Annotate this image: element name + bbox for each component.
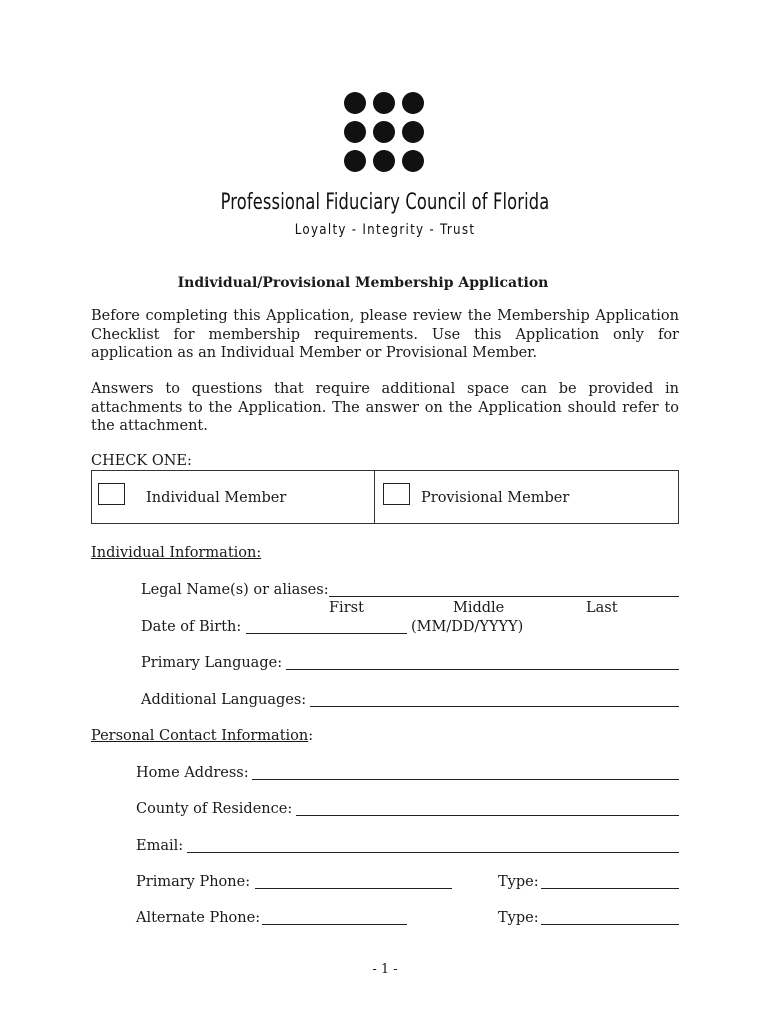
logo-dot	[402, 92, 424, 114]
alternate-phone-label: Alternate Phone:	[136, 910, 261, 926]
logo-dot	[373, 121, 395, 143]
county-of-residence-label: County of Residence:	[136, 801, 293, 817]
logo-dot	[344, 121, 366, 143]
primary-phone-type-field[interactable]	[541, 888, 679, 889]
check-one-label: CHECK ONE:	[91, 453, 192, 469]
home-address-label: Home Address:	[136, 765, 249, 781]
county-of-residence-field[interactable]	[296, 815, 679, 816]
legal-name-label: Legal Name(s) or aliases:	[141, 582, 329, 598]
heading-colon: :	[308, 728, 314, 744]
logo-dot	[373, 92, 395, 114]
name-first-caption: First	[329, 600, 364, 616]
logo-dot	[344, 150, 366, 172]
logo-dot	[402, 121, 424, 143]
logo-dot	[402, 150, 424, 172]
personal-contact-heading	[91, 728, 313, 744]
name-middle-caption: Middle	[453, 600, 505, 616]
primary-phone-type-label: Type:	[498, 874, 539, 890]
primary-phone-field[interactable]	[255, 888, 452, 889]
individual-information-heading: Individual Information:	[91, 545, 262, 561]
email-field[interactable]	[187, 852, 679, 853]
nine-dot-grid-logo-icon	[344, 92, 428, 176]
home-address-field[interactable]	[252, 779, 679, 780]
page-number: - 1 -	[372, 962, 398, 977]
box-divider	[374, 471, 375, 523]
personal-contact-heading-text: Personal Contact Information	[91, 728, 309, 744]
form-title: Individual/Provisional Membership Application	[177, 275, 549, 291]
date-of-birth-field[interactable]	[246, 633, 407, 634]
primary-language-field[interactable]	[286, 669, 679, 670]
email-label: Email:	[136, 838, 184, 854]
organization-name: Professional Fiduciary Council of Florida	[220, 190, 550, 215]
provisional-member-checkbox[interactable]	[383, 483, 410, 505]
logo-dot	[344, 92, 366, 114]
primary-phone-label: Primary Phone:	[136, 874, 251, 890]
attachments-paragraph: Answers to questions that require additional space can be provided in attachments to the Application. The answer on the Application should refer to the attachment.	[91, 381, 679, 434]
additional-languages-label: Additional Languages:	[141, 692, 307, 708]
alternate-phone-field[interactable]	[262, 924, 407, 925]
alternate-phone-type-label: Type:	[498, 910, 539, 926]
date-format-hint: (MM/DD/YYYY)	[411, 619, 524, 635]
legal-name-field[interactable]	[329, 596, 679, 597]
additional-languages-field[interactable]	[310, 706, 679, 707]
logo-dot	[373, 150, 395, 172]
individual-member-label: Individual Member	[146, 490, 287, 506]
primary-language-label: Primary Language:	[141, 655, 283, 671]
organization-tagline: Loyalty - Integrity - Trust	[294, 222, 476, 238]
individual-member-checkbox[interactable]	[98, 483, 125, 505]
membership-type-box	[91, 470, 679, 524]
intro-paragraph: Before completing this Application, please review the Membership Application Checklist for membership requirements. Use this Application only for application as an Individual Member or Provisional Member.	[91, 308, 679, 361]
date-of-birth-label: Date of Birth:	[141, 619, 242, 635]
name-last-caption: Last	[586, 600, 618, 616]
alternate-phone-type-field[interactable]	[541, 924, 679, 925]
provisional-member-label: Provisional Member	[421, 490, 570, 506]
